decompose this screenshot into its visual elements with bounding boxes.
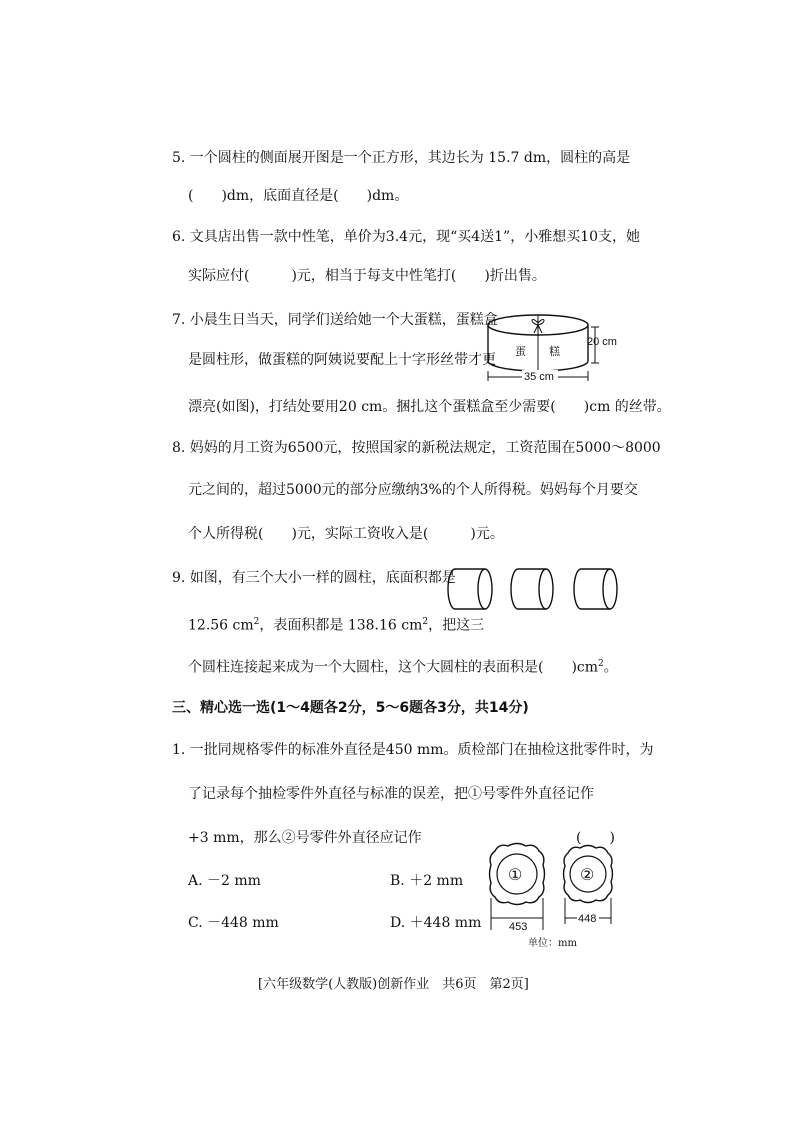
part-2-label: ②: [580, 865, 595, 884]
gear-part-2-icon: [564, 846, 613, 903]
q7-line3: 漂亮(如图)，打结处要用20 cm。捆扎这个蛋糕盒至少需要( )cm 的丝带。: [188, 399, 671, 415]
q8-line2: 元之间的，超过5000元的部分应缴纳3%的个人所得税。妈妈每个月要交: [188, 482, 638, 498]
gear-part-1-icon: [490, 844, 545, 905]
cake-label-left: 蛋: [515, 345, 526, 358]
cake-box-figure: [485, 305, 635, 385]
dim-448: 448: [578, 913, 597, 925]
section3-heading: 三、精心选一选(1～4题各2分，5～6题各3分，共14分): [172, 700, 529, 716]
q7-line2: 是圆柱形，做蛋糕的阿姨说要配上十字形丝带才更: [188, 352, 496, 368]
cylinder-1: [448, 569, 492, 609]
q7-line1: 7. 小晨生日当天，同学们送给她一个大蛋糕，蛋糕盒: [172, 312, 498, 328]
s3q1-answer-paren: ( ): [576, 830, 615, 846]
cylinder-3: [574, 569, 617, 609]
q9-line1: 9. 如图，有三个大小一样的圆柱，底面积都是: [172, 570, 456, 586]
option-d: D. ＋448 mm: [390, 915, 482, 931]
q8-line1: 8. 妈妈的月工资为6500元，按照国家的新税法规定，工资范围在5000～8000: [172, 440, 661, 456]
cake-label-right: 糕: [549, 345, 560, 358]
q6-line1: 6. 文具店出售一款中性笔，单价为3.4元，现“买4送1”，小雅想买10支，她: [172, 229, 641, 245]
s3q1-line2: 了记录每个抽检零件外直径与标准的误差，把①号零件外直径记作: [188, 786, 594, 802]
page-footer: [六年级数学(人教版)创新作业 共6页 第2页]: [258, 977, 529, 992]
s3q1-line1: 1. 一批同规格零件的标准外直径是450 mm。质检部门在抽检这批零件时，为: [172, 742, 654, 758]
unit-label: 单位：mm: [528, 938, 577, 949]
gear-parts-figure: [484, 838, 634, 948]
height-label: 20 cm: [587, 336, 617, 348]
option-b: B. ＋2 mm: [390, 873, 464, 889]
q9-line2: 12.56 $cm^2$，表面积都是 138.16 $cm^2$，把这三: [188, 617, 485, 634]
option-c: C. －448 mm: [188, 915, 279, 931]
option-a: A. －2 mm: [188, 873, 261, 889]
dim-453: 453: [509, 921, 528, 933]
three-cylinders-figure: [448, 566, 628, 616]
q5-line1: 5. 一个圆柱的侧面展开图是一个正方形，其边长为 15.7 dm，圆柱的高是: [172, 150, 631, 166]
s3q1-line3: +3 mm，那么②号零件外直径应记作: [188, 830, 422, 846]
q5-line2: ( )dm，底面直径是( )dm。: [188, 188, 409, 204]
diameter-label: 35 cm: [524, 371, 554, 383]
q6-line2: 实际应付( )元，相当于每支中性笔打( )折出售。: [188, 268, 546, 284]
part-1-label: ①: [508, 865, 523, 884]
q9-line3: 个圆柱连接起来成为一个大圆柱，这个大圆柱的表面积是( )$cm^2$。: [188, 659, 618, 676]
cylinder-2: [511, 569, 553, 609]
q8-line3: 个人所得税( )元，实际工资收入是( )元。: [188, 526, 504, 542]
